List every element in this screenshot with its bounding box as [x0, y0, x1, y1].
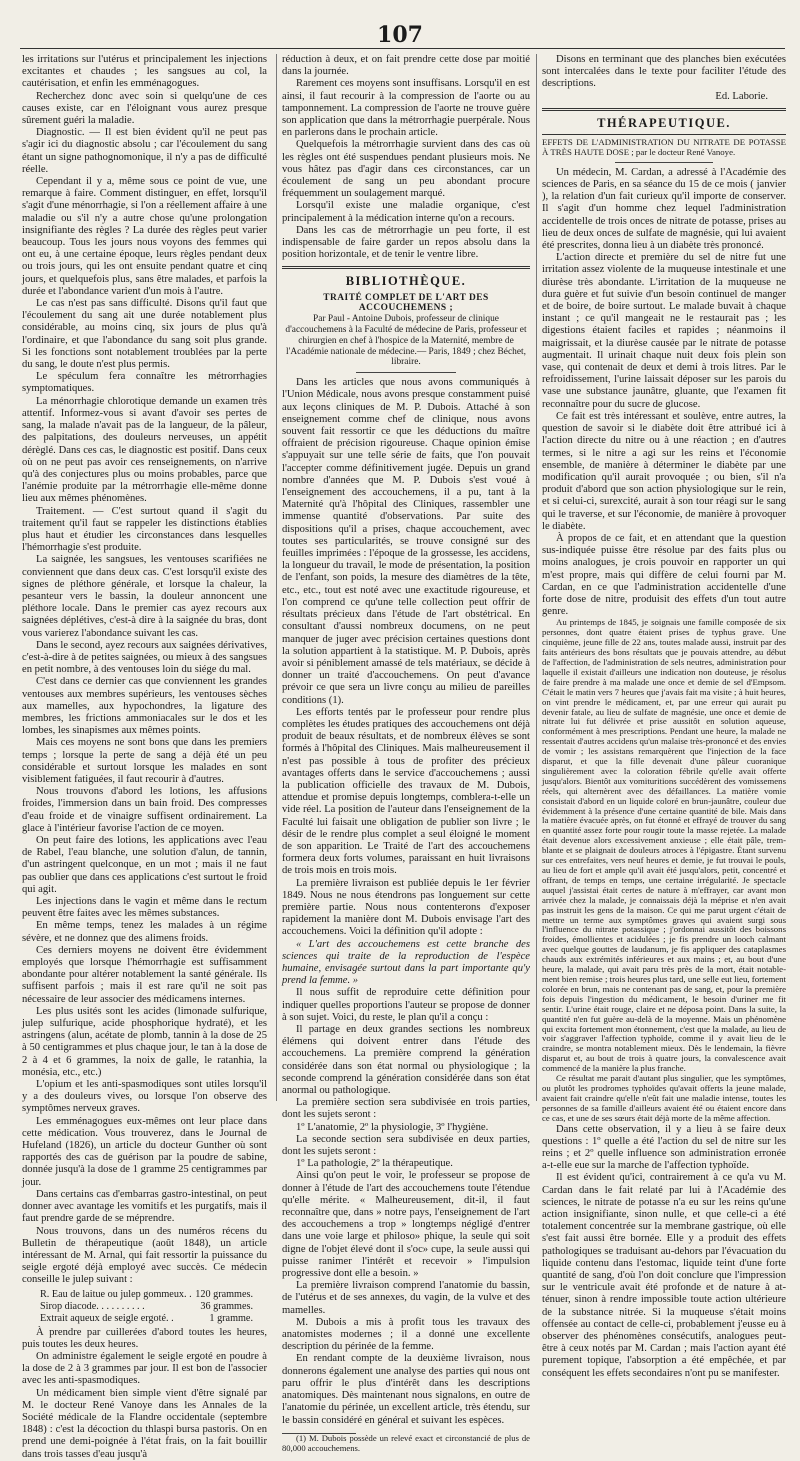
paragraph: Ces derniers moyens ne doivent être évidemment employés que lorsque l'hémorrhagie est suffisamment abondante pour altérer notablement la santé générale. Ils suffisent parfois ; mais il est rare qu'il ne soit pas nécessaire de leur associer des médicamens internes. [22, 944, 267, 1005]
paragraph: Rarement ces moyens sont insuffisans. Lorsqu'il en est ainsi, il faut recourir à la compression de l'aorte ou au tamponnement. La compression de l'aorte ne trouve guère son application que dans la métrorrhagie puerpérale. Nous en parlerons dans le prochain article. [282, 78, 530, 139]
divider [356, 372, 455, 373]
paragraph: 1º L'anatomie, 2º la physiologie, 3º l'hygiène. [296, 1121, 489, 1133]
paragraph: Les efforts tentés par le professeur pour rendre plus complètes les études pratiques des accouchemens ont déjà produit de beaux résultats, et de nombreux élèves se sont formés à l'hôpital des Cliniques. Mais malheureusement il n'est pas possible à tous de profiter des précieux avantages offerts dans le service d'accouchemens ; aussi la publication officielle des travaux de M. Dubois, attendue et promise depuis longtemps, comblera-t-elle un vide réel. La position de l'auteur dans l'enseignement de la Faculté lui faisait une obligation de publier son livre ; le désir de le rendre plus complet a seul éloigné le moment de son apparition. Le Traité de l'art des accouchemens formera deux forts volumes, paraissant en huit livraisons de trois mois en trois mois. [282, 706, 530, 877]
paragraph: Il partage en deux grandes sections les nombreux élémens qui doivent entrer dans l'étude des accouchemens. La première comprend la génération considérée dans son état normal ou physiologique ; la seconde comprend la génération considérée dans son état anormal ou pathologique. [282, 1024, 530, 1097]
paragraph: Le spéculum fera connaître les métrorrhagies symptomatiques. [22, 371, 267, 395]
paragraph: En même temps, tenez les malades à un régime sévère, et ne donnez que des alimens froids. [22, 920, 267, 944]
paragraph: 1º La pathologie, 2º la thérapeutique. [296, 1158, 453, 1170]
paragraph: les irritations sur l'utérus et principalement les injections excitantes et chaudes ; les sangsues au col, la cautérisation, et enfin les emménagogues. [22, 54, 267, 90]
divider [615, 162, 713, 163]
article-heading: EFFETS DE L'ADMINISTRATION DU NITRATE DE POTASSE À TRÈS HAUTE DOSE ; par le docteur René Vanoye. [542, 137, 786, 157]
paragraph: À propos de ce fait, et en attendant que la question sus-indiquée puisse être résolue par des faits plus ou moins analogues, je crois pouvoir en rapporter un qui m'est propre, mais qui diffère de celui fourni par M. Cardan, en ce que l'administration accidentelle d'une forte dose de nitre, produisit des effets d'un tout autre genre. [542, 532, 786, 618]
paragraph: Dans cette observation, il y a lieu à se faire deux questions : 1º quelle a été l'action du sel de nitre sur les reins ; et 2º quelle influence son administration erronée a-t-elle eue sur la marche de l'affection typhoïde. [542, 1123, 786, 1172]
paragraph: Dans le second, ayez recours aux saignées dérivatives, c'est-à-dire à de petites saignées, ou mieux à des sangsues en petit nombre, à des ventouses loin du siége du mal. [22, 639, 267, 676]
column-right [542, 54, 786, 1379]
paragraph: Les emménagogues eux-mêmes ont leur place dans cette médication. Vous trouverez, dans le Journal de Hufeland (1826), un article du docteur Gunther où sont rapportés des cas de guérison par la poudre de sabine, donnée jusqu'à la dose de 1 gramme 25 centigrammes par jour. [22, 1115, 267, 1188]
paragraph: Recherchez donc avec soin si quelqu'une de ces causes existe, car en l'éloignant vous aurez presque sûrement guéri la maladie. [22, 90, 267, 127]
paragraph: On administre également le seigle ergoté en poudre à la dose de 2 à 3 grammes par jour. Il est bon de l'associer avec les anti-spasmodiques. [22, 1350, 267, 1387]
paragraph: On peut faire des lotions, les applications avec l'eau de Rabel, l'eau blanche, une solution d'alun, de tannin, d'un astringent quelconque, en un mot ; mais il ne faut pas oublier que dans ces applications c'est surtout le froid qui agit. [22, 835, 267, 895]
case-report: Ce résultat me parait d'autant plus singulier, que les symptômes, ou plutôt les prodromes typhoïdes qu'avait offerts la jeune malade, avaient fait craindre qu'elle n'eût fait une maladie intense, toutes les personnes de sa famille d'ailleurs avaient été ou étaient encore dans ce cas, et une de ses sœurs était déjà morte de la même affection. [542, 1073, 786, 1123]
paragraph: Dans certains cas d'embarras gastro-intestinal, on peut donner avec avantage les vomitifs et les purgatifs, mais il faut prendre garde de se méprendre. [22, 1188, 267, 1225]
quote: « L'art des accouchemens est cette branche des sciences qui traite de la reproduction de l'espèce humaine, envisagée surtout dans la part importante qu'y prend la femme. » [282, 938, 530, 987]
paragraph: Les injections dans le vagin et même dans le rectum peuvent être faites avec les mêmes substances. [22, 896, 267, 920]
column-separator [276, 54, 277, 1101]
paragraph: Diagnostic. — Il est bien évident qu'il ne peut pas s'agir ici du diagnostic absolu ; car l'écoulement du sang étant un signe pathognomonique, il n'y a pas de difficulté réelle. [22, 127, 267, 175]
paragraph: Dans les articles que nous avons communiqués à l'Union Médicale, nous avons presque constamment puisé aux leçons cliniques de M. P. Dubois. Attaché à son enseignement comme chef de clinique, nous avons souvent fait ressortir ce que les déductions du maître offraient de précision rigoureuse. Chaque opinion émise s'appuyait sur une telle série de faits, que l'on pouvait l'accepter comme définitivement jugée. Depuis un grand nombre d'années que M. P. Dubois s'est voué à l'enseignement des accouchemens, il a pu, tant à la Maternité qu'à l'hôpital des Cliniques, rassembler une immense quantité d'observations. Par suite des dispositions qu'il a prises, chaque accouchement, avec toutes ses particularités, se trouve consigné sur des feuilles imprimées : l'époque de la grossesse, les accidens, la longueur du travail, le mode de présentation, la position de l'enfant, son poids, la mesure des diamètres de la tête, etc., etc., tout est noté avec une exactitude rigoureuse, et l'on comprend ce qu'une telle collection peut offrir de résultats précieux dans l'étude de l'art obstétrical. En consultant d'aussi nombreux documens, on ne peut manquer de juger avec précision certaines questions dont la solution appartient à la statistique. M. P. Dubois, après avoir si péniblement amassé de tels matériaux, se décide à donner un traité d'accouchemens. On peut d'avance prévoir ce que sera un livre conçu au milieu de pareilles conditions (1). [282, 377, 530, 706]
paragraph: La première livraison comprend l'anatomie du bassin, de l'utérus et de ses annexes, du vagin, de la vulve et des mamelles. [282, 1280, 530, 1316]
paragraph: Lorsqu'il existe une maladie organique, c'est principalement à la médication interne qu'on a recours. [282, 200, 530, 224]
book-title: TRAITÉ COMPLET DE L'ART DES ACCOUCHEMENS ; [323, 292, 489, 314]
paragraph: Dans les cas de métrorrhagie un peu forte, il est indispensable de faire garder un repos absolu dans la position horizontale, et de tenir le ventre libre. [282, 224, 530, 261]
paragraph: Nous trouvons d'abord les lotions, les affusions froides, l'immersion dans un bain froid. Des compresses d'eau froide et de vinaigre suffisent ordinairement. La glace à l'intérieur favorise l'action de ce moyen. [22, 786, 267, 834]
prescription [40, 1289, 267, 1325]
paragraph: En rendant compte de la deuxième livraison, nous donnerons également une analyse des parties qui nous ont paru offrir le plus d'intérêt dans les descriptions anatomiques. Dès maintenant nous signalons, en outre de l'anatomie du périnée, un excellent article, très étendu, sur le bassin considéré en général et suivant les espèces. [282, 1353, 530, 1426]
paragraph: Quelquefois la métrorrhagie survient dans des cas où les règles ont été suspendues pendant plusieurs mois. Ne vous hâtez pas d'agir dans ces circonstances, car un écoulement de sang un peu abondant procure fréquemment un soulagement marqué. [282, 139, 530, 200]
prescription-line: Sirop diacode. . . . . . . . . . 36 grammes. [40, 1300, 253, 1312]
paragraph: Le cas n'est pas sans difficulté. Disons qu'il faut que l'écoulement du sang ait une durée notablement plus considérable, au moins cinq, six jours de plus qu'à l'ordinaire, et que l'abondance du sang soit plus grande. Si les fonctions sont notablement troublées par la perte du sang, le doute n'est plus permis. [22, 298, 267, 371]
paragraph: Traitement. — C'est surtout quand il s'agit du traitement qu'il faut se rappeler les distinctions établies plus haut et étudier les circonstances dans lesquelles l'hémorrhagie s'est produite. [22, 505, 267, 554]
paragraph: C'est dans ce dernier cas que conviennent les grandes ventouses aux membres supérieurs, les ventouses sèches aux mamelles, aux hypochondres, la ligature des membres, les frictions ammoniacales sur le dos et les lombes, les sinapismes aux mêmes points. [22, 676, 267, 737]
paragraph: Mais ces moyens ne sont bons que dans les premiers temps ; lorsque la perte de sang a déjà été un peu considérable et surtout lorsque les malades en sont visiblement fatiguées, il faut recourir à d'autres. [22, 737, 267, 785]
paragraph: La seconde section sera subdivisée en deux parties, dont les sujets seront : [282, 1133, 530, 1158]
paragraph: L'action directe et première du sel de nitre fut une irritation assez violente de la muqueuse intestinale et une diurèse très abondante. L'irritation de la muqueuse ne dura guère et fut suivie d'un besoin continuel de manger et de boire, de boire surtout. Le malade buvait à chaque instant ; ce qu'il mangeait ne le restaurait pas ; les digestions étaient faciles et rapides ; néanmoins il maigrissait, et la diurèse causée par le nitrate de potasse augmentait. Il urinait chaque nuit deux fois plein son vase, qui contenait de deux et demi à trois litres. Par le refroidissement, l'urine laissait déposer sur les parois du vase une substance jaunâtre, gluante, que l'examen fit reconnaître pour du sucre de glucose. [542, 252, 786, 410]
paragraph: réduction à deux, et on fait prendre cette dose par moitié dans la journée. [282, 54, 530, 78]
prescription-line: R. Eau de laitue ou julep gommeux. . 120 grammes. [40, 1288, 253, 1300]
paragraph: Il est évident qu'ici, contrairement à ce qu'a vu M. Cardan dans le fait relaté par lui à l'Académie des sciences, le nitrate de potasse n'a eu sur les reins qu'une action insignifiante, sinon nulle, et que celle-ci a été totalement concentrée sur la membrane gastrique, où elle s'est fait aussi être bornée. Elle y a produit des effets pathologiques se traduisant au-dehors par l'évacuation du liquide contenu dans l'estomac, liquide teint d'une forte quantité de sang, d'où l'on doit conclure que l'impression sur le ventricule avait été profonde et de nature à atténuer, sinon à rendre impossible toute action ultérieure de la substance nitrée. Si la muqueuse s'était moins offensée au contact de celle-ci, probablement j'eusse eu à observer des phénomènes consécutifs, analogues peut-être à ceux notés par M. Cardan ; mais l'action ayant été purement topique, l'absorption a été empêchée, et par conséquent les effets secondaires n'ont pu se manifester. [542, 1172, 786, 1379]
paragraph: L'opium et les anti-spasmodiques sont utiles lorsqu'il y a des douleurs vives, ou lorsque l'on observe des symptômes nerveux graves. [22, 1079, 267, 1115]
paragraph: Disons en terminant que des planches bien exécutées sont intercalées dans le texte pour faciliter l'étude des descriptions. [542, 54, 786, 90]
paragraph: Les plus usités sont les acides (limonade sulfurique, julep sulfurique, acide phosphorique hydraté), et les astringens (alun, acétate de plomb, tannin à la dose de 25 à 50 centigrammes et plus chaque jour, le tan à la dose de 2 à 4 et 6 grammes, la noix de galle, le ratanhia, la monésia, etc., etc.) [22, 1005, 267, 1078]
page-number: 107 [377, 22, 423, 48]
paragraph: La première livraison est publiée depuis le 1er février 1849. Nous ne nous étendrons pas longuement sur cette première partie. Nous nous contenterons d'exposer rapidement la manière dont M. Dubois envisage l'art des accouchemens. Voici la définition qu'il adopte : [282, 877, 530, 938]
section-rule [542, 108, 786, 111]
paragraph: La ménorrhagie chlorotique demande un examen très attentif. Informez-vous si avant d'avoir ses pertes de sang, la malade n'avait pas de la langueur, de la pâleur, des palpitations, des douleurs nerveuses, un appétit dérèglé. Dans ces cas, le diagnostic est positif. Dans ceux où on ne peut pas avoir ces renseignements, on n'arrive qu'à des conjectures plus ou moins probables, parce que l'anémie produite par la métrorrhagie elle-même donne lieu aux mêmes phénomènes. [22, 395, 267, 505]
section-title-therapeutique: THÉRAPEUTIQUE. [597, 115, 731, 130]
paragraph: Ce fait est très intéressant et soulève, entre autres, la question de savoir si le diabète doit être attribué ici à l'action directe du nitre ou à une réaction ; en d'autres termes, si le nitre a agi sur les reins et l'économie ensemble, de manière à déterminer le diabète par une modification qu'il aurait provoquée ; ou bien, s'il n'a produit d'abord que son action physiologique sur le rein, et si celui-ci, surexcité, aurait à son tour réagi sur le sang qui le traverse, et sur l'économie, de manière à provoquer le diabète. [542, 410, 786, 532]
column-middle [282, 54, 530, 1453]
case-report: Au printemps de 1845, je soignais une famille composée de six personnes, dont quatre étaient prises de typhus grave. Une cinquième, jeune fille de 22 ans, toutes malade aussi, instruit par des faits antérieurs des bons résultats que je pouvais attendre, au début de l'affection, de l'administration de sels neutres, administration pour laquelle il existait d'ailleurs une indication non douteuse, je résolus de faire prendre à ma malade une once et demie de sel d'Empsom. C'était le matin vers 7 heures que j'avais fait ma visite ; à huit heures, on vint prendre le médicament, et, par une erreur qui aurait pu devenir fatale, au lieu de sulfate de magnésie, une once et demie de nitrate lui fut délivrée et prise aussitôt en solution aqueuse, conformément à mes prescriptions. Pendant une heure, la malade ne ressentait d'autres accidens qu'un malaise très-prononcé et des envies de vomir ; les assistans remarquèrent que l'injection de la face disparut, et que la fille devenait d'une pâleur cuoranique singulièrement avec la coloration fébrile qu'elle avait offerte jusqu'alors. Bientôt aux vomituritions succédèrent des vomissemens réels, qui alternèrent avec des défaillances. La matière vomie consistait d'abord en un liquide coloré en brun-jaunâtre, couleur due évidemment à la présence d'une certaine quantité de bile. Mais dans la matière évacuée après, on fut étonné et effrayé de trouver du sang en quantité assez forte pour rougir toute la masse rejetée. La malade était devenue alors excessivement anxieuse ; elle était pâle, tremblante et se plaignait de douleurs atroces à l'épigastre. Étant survenu sur ces entrefaites, vers neuf heures et demie, je fut trouvai le pouls, au lieu de fort et ample qu'il avait été jusqu'alors, petit, concentré et offrant, de temps en temps, une certaine irrégularité. Je spectacle auquel j'assistai était certes de nature à m'effrayer, car avant mon arrivée chez la malade, je connaissais déjà la méprise et n'en avait pas instruit les gens de la maison. Ce qui me parut urgent c'était de mettre un terme aux symptômes graves qui avaient surgi sous l'influence du nitrate potassique ; j'ordonnai aussitôt des boissons froides, émollientes et acidulées ; je fis prendre un looch calmant avec quelque gouttes de laudanum, je fis appliquer des cataplasmes chauds aux extrémités inférieures et aux mains ; et, au bout d'une heure, la malade, qui avait paru très près de la mort, était notablement bien remise ; trois heures plus tard, une selle eut lieu, fortement colorée en brun, mais ne contenant pas de sang, et, pour la première fois depuis l'ingestion du médicament, le besoin d'uriner me fit sentir. L'urine était rouge, claire et ne déposa point. Dans la suite, la quantité n'en fut guère au-delà de la moyenne. Mais un phénomène qui excita fortement mon étonnement, c'est que la malade, au lieu de voir s'aggraver l'affection typhoïde, comme il y avait lieu de le craindre, se montra notablement mieux. Dès le lendemain, la fièvre disparut et, au bout de trois à quatre jours, la convalescence avait commencé de la manière la plus franche. [542, 617, 786, 1074]
header-rule [20, 48, 785, 49]
paragraph: La saignée, les sangsues, les ventouses scarifiées ne conviennent que dans deux cas. C'est lorsqu'il existe des signes de pléthore générale, et lorsque la chaleur, la pesanteur vers le bassin, la douleur annoncent une pléthore locale. Dans le premier cas ayez recours aux saignées déplétives, c'est-à dire à la saignée du bras, dont vous varierez l'abondance suivant les cas. [22, 554, 267, 639]
column-left [22, 54, 267, 1460]
section-title-bibliotheque: BIBLIOTHÈQUE. [345, 274, 467, 289]
paragraph: Ainsi qu'on peut le voir, le professeur se propose de donner à l'étude de l'art des accouchemens toute l'étendue qu'elle mérite. « Malheureusement, dit-il, il faut reconnaître que, dans » notre pays, l'enseignement de l'art des accouchemens a trop » longtemps négligé d'entrer dans une voie large et philoso» phique, la seule qui soit digne de l'objet élevé dont il s'oc» cupe, la seule aussi qui puisse ranimer l'intérêt et recevoir » l'impulsion progressive dont elle a besoin. » [282, 1170, 530, 1280]
signature: Ed. Laborie. [715, 90, 768, 102]
paragraph: M. Dubois a mis à profit tous les travaux des anatomistes modernes ; il a donné une excellente description du périnée de la femme. [282, 1316, 530, 1353]
paragraph: Un médicament bien simple vient d'être signalé par M. le docteur René Vanoye dans les Annales de la Société médicale de la Flandre occidentale (septembre 1848) : c'est la décoction du thlaspi bursa pastoris. On en prend une demi-poignée à l'état frais, on la fait bouillir dans trois tasses d'eau jusqu'à [22, 1387, 267, 1460]
paragraph: À prendre par cuillerées d'abord toutes les heures, puis toutes les deux heures. [22, 1326, 267, 1350]
divider [542, 134, 786, 135]
book-citation: Par Paul - Antoine Dubois, professeur de clinique d'accouchemens à la Faculté de médecine de Paris, professeur et chirurgien en chef à l'hospice de la Maternité, membre de l'Académie nationale de médecine.— Paris, 1849 ; chez Béchet, libraire. [285, 314, 527, 368]
prescription-line: Extrait aqueux de seigle ergoté. . 1 gramme. [40, 1312, 253, 1324]
column-separator [536, 54, 537, 1101]
paragraph: Cependant il y a, même sous ce point de vue, une remarque à faire. Comment distinguer, en effet, lorsqu'il s'agit d'une ménorrhagie, si l'on a réellement affaire à une maladie ou s'il n'y a autre chose qu'une prolongation insignifiante des règles ? La durée des règles peut varier beaucoup. Tous les jours nous voyons des femmes qui ont eu, à une certaine époque, leurs règles pendant deux ou trois jours, qui les ont ensuite pendant quatre et cinq jours, et quelquefois plus, sans être malades, et parfois la durée et l'abondance varient d'un mois à l'autre. [22, 176, 267, 297]
paragraph: Il nous suffit de reproduire cette définition pour indiquer quelles proportions l'auteur se propose de donner à son sujet. Voici, du reste, le plan qu'il a conçu : [282, 987, 530, 1023]
paragraph: Un médecin, M. Cardan, a adressé à l'Académie des sciences de Paris, en sa séance du 15 de ce mois ( janvier ), la relation d'un fait curieux qu'il importe de conserver. Il s'agit d'un homme chez lequel l'administration accidentelle de trois onces de nitrate de potasse, prises au lieu de deux onces de sulfate de magnésie, qui lui avaient été prescrites, donna lieu à un diabète très prononcé. [542, 166, 786, 252]
section-rule [282, 266, 530, 269]
paragraph: Nous trouvons, dans un des numéros récens du Bulletin de thérapeutique (août 1848), un article intéressant de M. Arnal, qui fait ressortir la puissance du seigle ergoté déjà employé avec succès. Ce médecin conseille le julep suivant : [22, 1225, 267, 1286]
paragraph: La première section sera subdivisée en trois parties, dont les sujets seront : [282, 1097, 530, 1121]
footnote: (1) M. Dubois possède un relevé exact et circonstancié de plus de 80,000 accouchemens. [282, 1432, 530, 1453]
